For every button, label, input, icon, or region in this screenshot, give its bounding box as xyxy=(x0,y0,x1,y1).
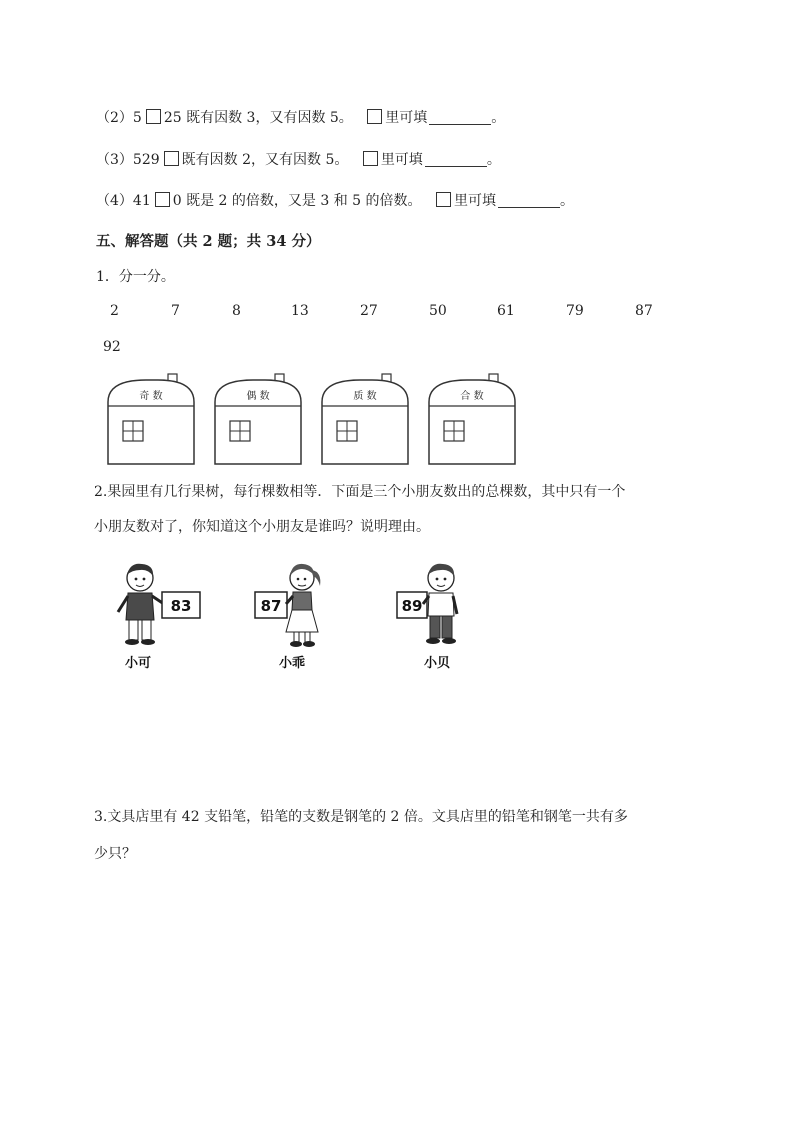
q4-item-3-text: 既有因数 2，又有因数 5。 xyxy=(181,152,349,168)
q4-item-2-fill-label: 里可填 xyxy=(385,110,428,126)
number-item: 7 xyxy=(171,303,180,319)
houses-diagram xyxy=(106,372,526,468)
problem-3-line-1: 3.文具店里有 42 支铅笔，铅笔的支数是钢笔的 2 倍。文具店里的铅笔和钢笔一共有多 xyxy=(94,809,628,825)
q4-item-4-end: 。 xyxy=(559,193,574,209)
q4-item-3-prefix: （3）529 xyxy=(96,152,160,168)
number-item: 79 xyxy=(566,303,584,319)
problem-3-line-2: 少只？ xyxy=(94,846,136,862)
answer-box-ref xyxy=(363,151,378,166)
q4-item-3 xyxy=(96,149,501,169)
section-heading: 五、解答题（共 2 题；共 34 分） xyxy=(96,233,321,250)
child-name: 小贝 xyxy=(423,656,451,671)
child-xiaobei xyxy=(397,564,457,671)
number-item: 92 xyxy=(103,339,121,355)
number-list xyxy=(0,303,794,323)
number-item: 61 xyxy=(497,303,515,319)
problem-2-line-2: 小朋友数对了，你知道这个小朋友是谁吗？说明理由。 xyxy=(94,519,430,535)
problem-1-title: 1．分一分。 xyxy=(96,269,175,285)
answer-box-ref xyxy=(367,109,382,124)
house-label: 奇 数 xyxy=(139,391,163,402)
number-item: 27 xyxy=(360,303,378,319)
child-name: 小可 xyxy=(124,656,152,671)
answer-blank[interactable] xyxy=(429,111,491,125)
number-item: 8 xyxy=(232,303,241,319)
house-odd[interactable] xyxy=(108,374,194,464)
q4-item-2-text: 25 既有因数 3，又有因数 5。 xyxy=(163,110,353,126)
q4-item-4-fill-label: 里可填 xyxy=(453,193,496,209)
q4-item-3-fill-label: 里可填 xyxy=(380,152,423,168)
answer-blank[interactable] xyxy=(425,153,487,167)
house-prime[interactable] xyxy=(322,374,408,464)
house-label: 合 数 xyxy=(460,391,484,402)
child-xiaoke xyxy=(118,564,200,671)
house-label: 偶 数 xyxy=(246,391,270,402)
q4-item-2-end: 。 xyxy=(491,110,506,126)
number-item: 87 xyxy=(635,303,653,319)
q4-item-4 xyxy=(96,190,574,210)
answer-box[interactable] xyxy=(146,109,161,124)
child-xiaoguai xyxy=(255,564,320,671)
q4-item-3-end: 。 xyxy=(486,152,501,168)
house-even[interactable] xyxy=(215,374,301,464)
answer-box-ref xyxy=(436,192,451,207)
q4-item-2 xyxy=(96,107,505,127)
sign-number: 87 xyxy=(260,597,282,615)
number-item: 50 xyxy=(429,303,447,319)
q4-item-4-prefix: （4）41 xyxy=(96,193,151,209)
number-item: 13 xyxy=(291,303,309,319)
house-label: 质 数 xyxy=(353,391,377,402)
problem-2-line-1: 2.果园里有几行果树，每行棵数相等．下面是三个小朋友数出的总棵数，其中只有一个 xyxy=(94,484,626,500)
answer-box[interactable] xyxy=(164,151,179,166)
house-composite[interactable] xyxy=(429,374,515,464)
children-illustration xyxy=(112,560,472,678)
q4-item-4-text: 0 既是 2 的倍数，又是 3 和 5 的倍数。 xyxy=(172,193,422,209)
answer-blank[interactable] xyxy=(498,194,560,208)
number-item: 2 xyxy=(110,303,119,319)
q4-item-2-prefix: （2）5 xyxy=(96,110,142,126)
answer-box[interactable] xyxy=(155,192,170,207)
sign-number: 89 xyxy=(401,597,423,615)
sign-number: 83 xyxy=(170,597,192,615)
child-name: 小乖 xyxy=(278,656,306,671)
